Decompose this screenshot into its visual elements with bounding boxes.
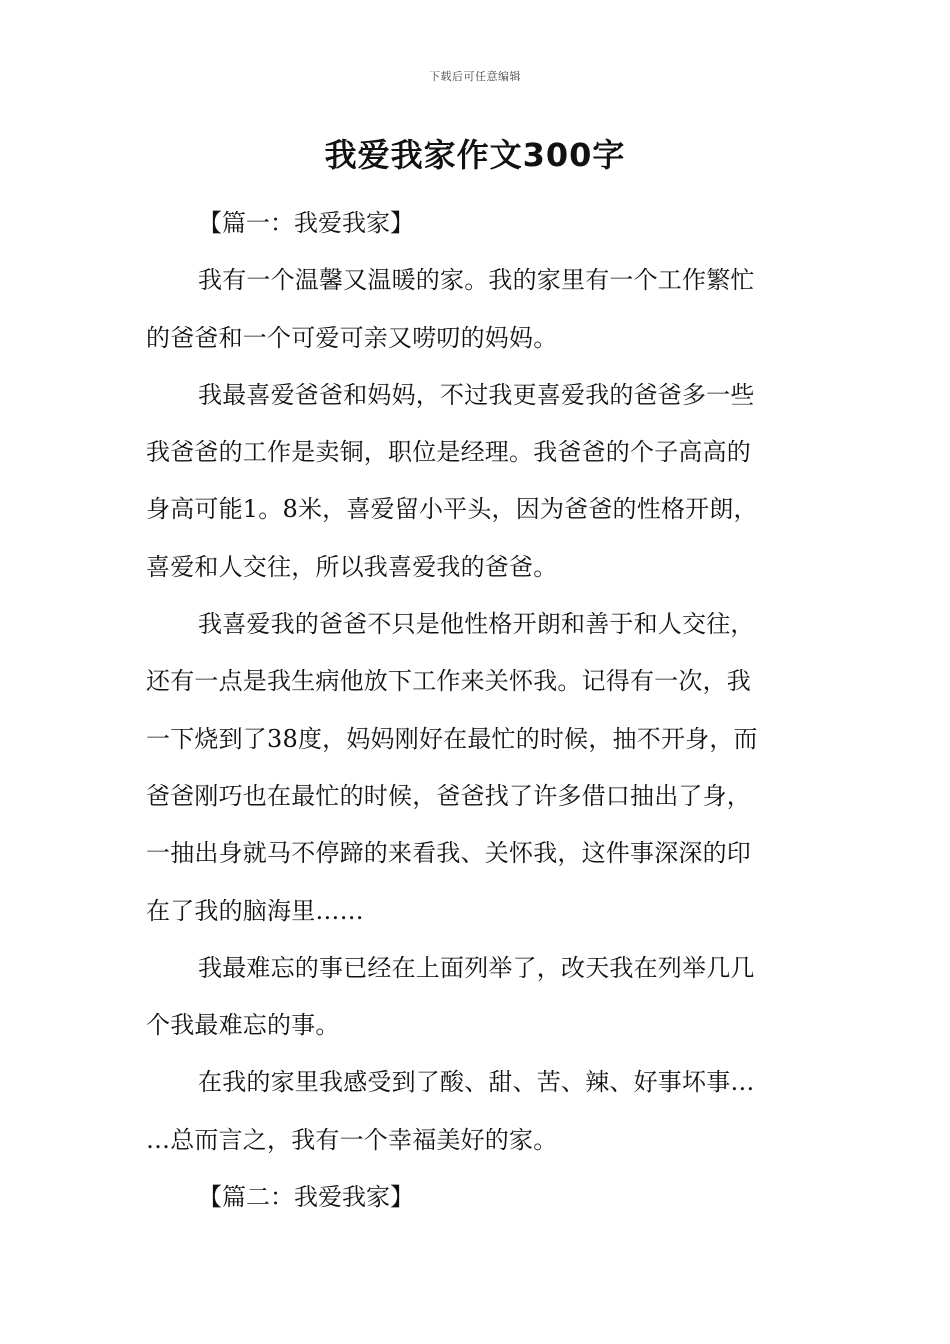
paragraph-line: 一抽出身就马不停蹄的来看我、关怀我，这件事深深的印 — [146, 839, 751, 868]
paragraph-line: 我有一个温馨又温暖的家。我的家里有一个工作繁忙 — [198, 266, 755, 295]
paragraph-line: 一下烧到了38度，妈妈刚好在最忙的时候，抽不开身，而 — [146, 724, 758, 753]
document-body — [146, 195, 806, 1226]
paragraph-line: 喜爱和人交往，所以我喜爱我的爸爸。 — [146, 552, 558, 581]
paragraph-line: 爸爸刚巧也在最忙的时候，爸爸找了许多借口抽出了身， — [146, 781, 751, 810]
paragraph-line: 还有一点是我生病他放下工作来关怀我。记得有一次，我 — [146, 667, 751, 696]
header-note: 下载后可任意编辑 — [429, 70, 521, 83]
paragraph-line: 我最喜爱爸爸和妈妈，不过我更喜爱我的爸爸多一些 — [198, 380, 755, 409]
paragraph-line: 在了我的脑海里…… — [146, 896, 364, 925]
section-heading-2: 【篇二：我爱我家】 — [198, 1183, 414, 1212]
paragraph-line: …总而言之，我有一个幸福美好的家。 — [146, 1125, 558, 1154]
document-title: 我爱我家作文300字 — [324, 136, 626, 174]
paragraph-line: 在我的家里我感受到了酸、甜、苦、辣、好事坏事… — [198, 1068, 755, 1097]
paragraph-line: 我爸爸的工作是卖铜，职位是经理。我爸爸的个子高高的 — [146, 438, 751, 467]
paragraph-line: 个我最难忘的事。 — [146, 1011, 340, 1040]
paragraph-line: 身高可能1。8米，喜爱留小平头，因为爸爸的性格开朗， — [146, 495, 758, 524]
paragraph-line: 我喜爱我的爸爸不只是他性格开朗和善于和人交往， — [198, 610, 755, 639]
paragraph-line: 的爸爸和一个可爱可亲又唠叨的妈妈。 — [146, 323, 558, 352]
section-heading-1: 【篇一：我爱我家】 — [198, 209, 414, 237]
paragraph-line: 我最难忘的事已经在上面列举了，改天我在列举几几 — [198, 953, 755, 982]
